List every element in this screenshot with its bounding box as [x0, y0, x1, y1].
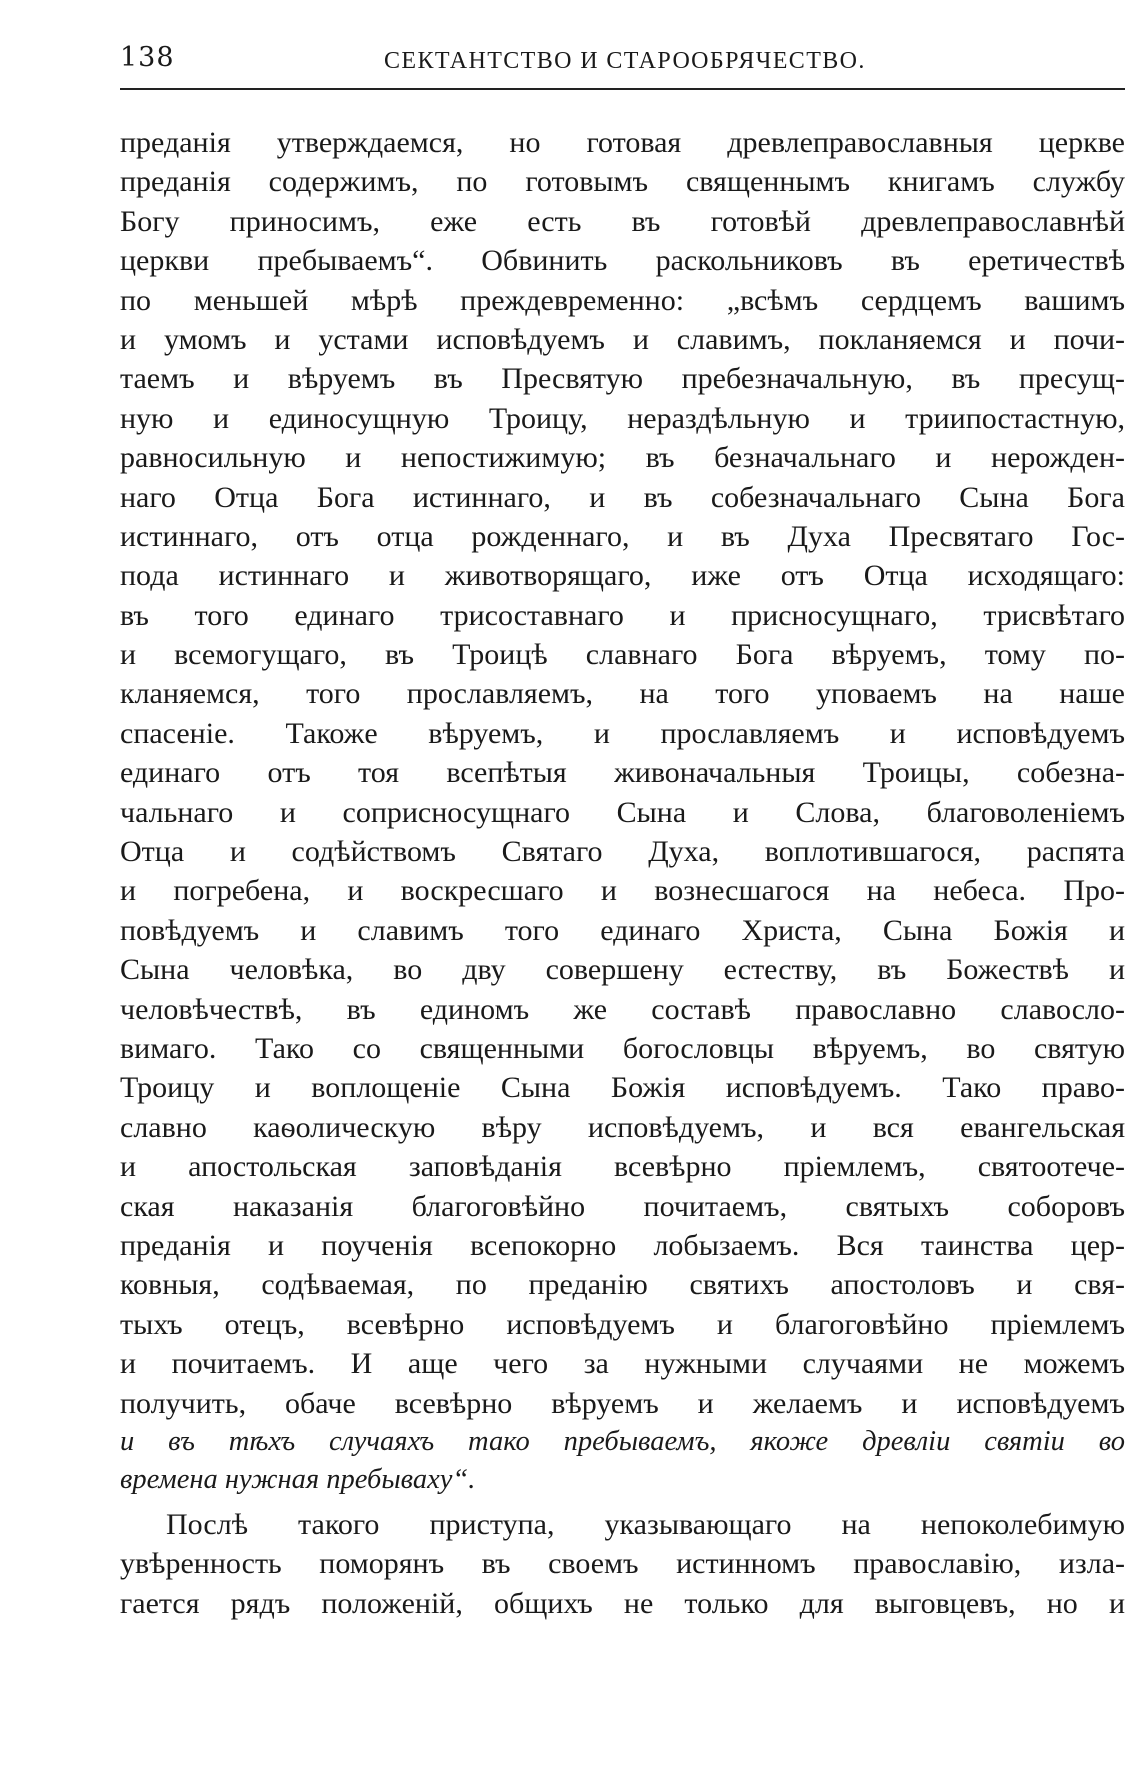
text-line: истиннаго, отъ отца рожденнаго, и въ Духа Пресвятаго Гос- — [120, 519, 1125, 553]
text-line: и умомъ и устами исповѣдуемъ и славимъ, покланяемся и почи- — [120, 322, 1125, 356]
text-line: и погребена, и воскресшаго и вознесшагося на небеса. Про- — [120, 874, 1125, 908]
page-number: 138 — [120, 42, 175, 73]
body-text — [120, 123, 1125, 1623]
text-line: Богу приносимъ, еже есть въ готовѣй древлеправославнѣй — [120, 204, 1125, 238]
text-line: церкви пребываемъ“. Обвинить раскольниковъ въ еретичествѣ — [120, 244, 1125, 278]
text-line: человѣчествѣ, въ единомъ же составѣ православно славосло- — [120, 992, 1125, 1026]
text-line: Сына человѣка, во дву совершену естеству, въ Божествѣ и — [120, 953, 1125, 987]
text-line: преданія и поученія всепокорно лобызаемъ. Вся таинства цер- — [120, 1228, 1125, 1262]
text-line: Отца и содѣйствомъ Святаго Духа, воплотившагося, распята — [120, 835, 1125, 869]
italic-text-line: времена нужная пребываху“. — [120, 1463, 476, 1495]
text-line: повѣдуемъ и славимъ того единаго Христа, Сына Божія и — [120, 913, 1125, 947]
text-line: чальнаго и соприсносущнаго Сына и Слова, благоволеніемъ — [120, 795, 1125, 829]
text-line: и всемогущаго, въ Троицѣ славнаго Бога вѣруемъ, тому по- — [120, 638, 1125, 672]
running-title: СЕКТАНТСТВО И СТАРООБРЯЧЕСТВО. — [384, 48, 866, 74]
book-page — [120, 40, 1125, 1623]
text-line: наго Отца Бога истиннаго, и въ собезначальнаго Сына Бога — [120, 480, 1125, 514]
text-line: спасеніе. Такожe вѣруемъ, и прославляемъ и исповѣдуемъ — [120, 716, 1125, 750]
paragraph — [120, 1505, 1125, 1623]
text-line: таемъ и вѣруемъ въ Пресвятую пребезначальную, въ пресущ- — [120, 362, 1125, 396]
text-line: гается рядъ положеній, общихъ не только для выговцевъ, но и — [120, 1586, 1125, 1620]
text-line: получить, обаче всевѣрно вѣруемъ и желаемъ и исповѣдуемъ — [120, 1386, 1125, 1420]
text-line: пода истиннаго и животворящаго, иже отъ Отца исходящаго: — [120, 559, 1125, 593]
text-line: въ того единаго трисоставнаго и присносущнаго, трисвѣтаго — [120, 598, 1125, 632]
text-line: и почитаемъ. И аще чего за нужными случаями не можемъ — [120, 1347, 1125, 1381]
text-line: увѣренность поморянъ въ своемъ истинномъ православію, изла- — [120, 1547, 1125, 1581]
text-line: по меньшей мѣрѣ преждевременно: „всѣмъ сердцемъ вашимъ — [120, 283, 1125, 317]
page-header — [120, 40, 1125, 90]
text-line: Послѣ такого приступа, указывающаго на непоколебимую — [166, 1507, 1125, 1541]
text-line: ковныя, содѣваемая, по преданію святихъ апостоловъ и свя- — [120, 1268, 1125, 1302]
text-line: тыхъ отецъ, всевѣрно исповѣдуемъ и благоговѣйно пріемлемъ — [120, 1307, 1125, 1341]
text-line: Троицу и воплощеніе Сына Божія исповѣдуемъ. Тако право- — [120, 1071, 1125, 1105]
text-line: славно каѳолическую вѣру исповѣдуемъ, и вся евангельская — [120, 1110, 1125, 1144]
text-line: единаго отъ тоя всепѣтыя живоначальныя Троицы, собезна- — [120, 756, 1125, 790]
paragraph — [120, 123, 1125, 1499]
text-line: кланяемся, того прославляемъ, на того уповаемъ на наше — [120, 677, 1125, 711]
text-line: преданія содержимъ, по готовымъ священнымъ книгамъ службу — [120, 165, 1125, 199]
text-line: и апостольская заповѣданія всевѣрно пріемлемъ, святоотече- — [120, 1150, 1125, 1184]
text-line: вимаго. Тако со священными богословцы вѣруемъ, во святую — [120, 1031, 1125, 1065]
text-line: преданія утверждаемся, но готовая древлеправославныя церкве — [120, 126, 1125, 159]
text-line: ская наказанія благоговѣйно почитаемъ, святыхъ соборовъ — [120, 1189, 1125, 1223]
italic-text-line: и въ тѣхъ случаяхъ тако пребываемъ, якоже древліи святіи во — [120, 1425, 1125, 1457]
text-line: равносильную и непостижимую; въ безначальнаго и нерожден- — [120, 441, 1125, 475]
text-line: ную и единосущную Троицу, нераздѣльную и триипостастную, — [120, 401, 1125, 435]
